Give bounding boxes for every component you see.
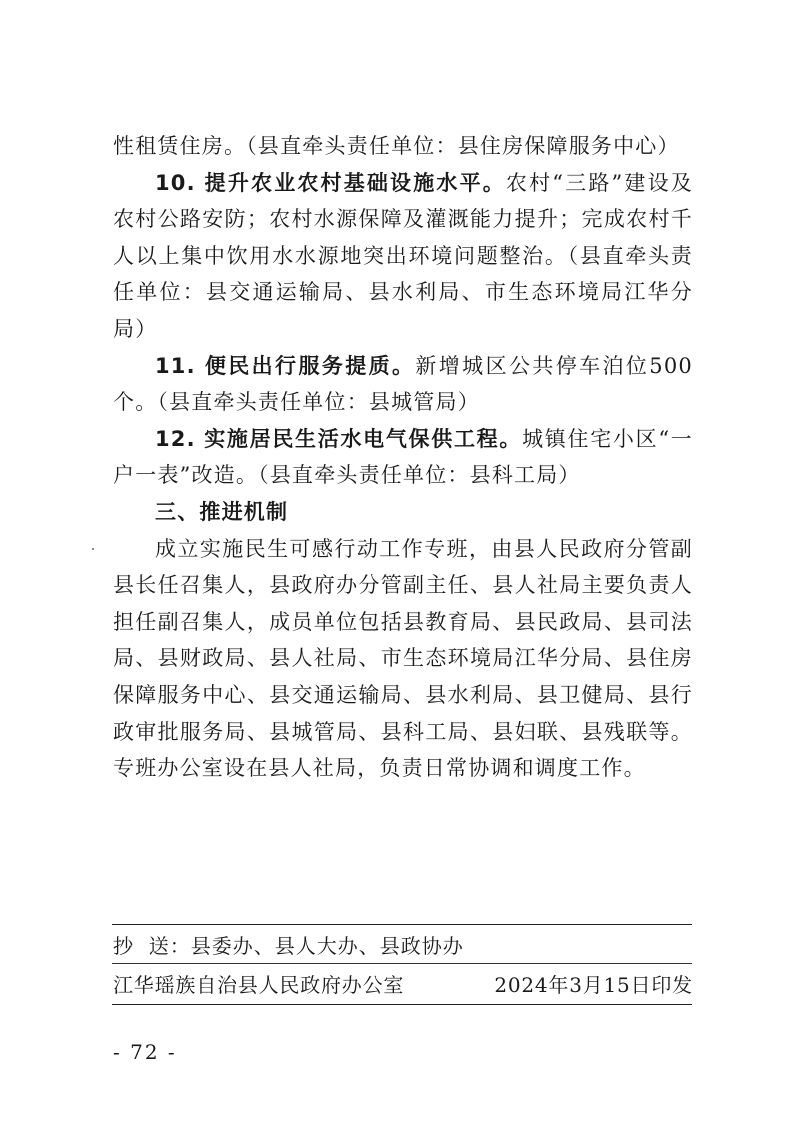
paragraph-text: 性租赁住房。（县直牵头责任单位：县住房保障服务中心） (113, 134, 680, 158)
cc-line (113, 930, 464, 959)
page-number: - 72 - (113, 1040, 177, 1064)
print-date: 2024年3月15日印发 (494, 973, 693, 997)
scan-speck (92, 548, 94, 550)
cc-recipients: 县委办、县人大办、县政协办 (190, 934, 464, 958)
item-title: 便民出行服务提质。 (204, 353, 416, 378)
footer-rule-bottom (112, 1004, 692, 1005)
item-title: 提升农业农村基础设施水平。 (204, 170, 506, 195)
paragraph-mechanism (113, 531, 693, 787)
item-text: 城镇住宅小区“一户一表”改造。（县直牵头责任单位：县科工局） (113, 426, 693, 488)
paragraph-item-12 (113, 421, 693, 494)
paragraph-text: 成立实施民生可感行动工作专班，由县人民政府分管副县长任召集人，县政府办分管副主任、县人社局主要负责人担任副召集人，成员单位包括县教育局、县民政局、县司法局、县财政局、县人社局、市生态环境局江华分局、县住房保障服务中心、县交通运输局、县水利局、县卫健局、县行政审批服务局、县城管局、县科工局、县妇联、县残联等。专班办公室设在县人社局，负责日常协调和调度工作。 (113, 536, 693, 781)
item-text: 新增城区公共停车泊位500个。（县直牵头责任单位：县城管局） (113, 353, 693, 415)
footer-rule-middle (112, 963, 692, 964)
item-number: 11. (155, 353, 196, 378)
item-title: 实施居民生活水电气保供工程。 (204, 426, 523, 451)
issuer-name: 江华瑶族自治县人民政府办公室 (113, 973, 405, 997)
issuer-line (113, 969, 693, 998)
document-body (113, 128, 693, 787)
paragraph-housing-continuation (113, 128, 693, 165)
footer-rule-top (112, 924, 692, 925)
cc-label: 抄 送： (113, 934, 191, 958)
paragraph-item-11 (113, 348, 693, 421)
item-text: 农村“三路”建设及农村公路安防；农村水源保障及灌溉能力提升；完成农村千人以上集中饮用水水源地突出环境问题整治。（县直牵头责任单位：县交通运输局、县水利局、市生态环境局江华分局） (113, 170, 693, 341)
item-number: 10. (155, 170, 196, 195)
paragraph-item-10 (113, 165, 693, 348)
item-number: 12. (155, 426, 196, 451)
section-heading-mechanism: 三、推进机制 (155, 499, 289, 524)
